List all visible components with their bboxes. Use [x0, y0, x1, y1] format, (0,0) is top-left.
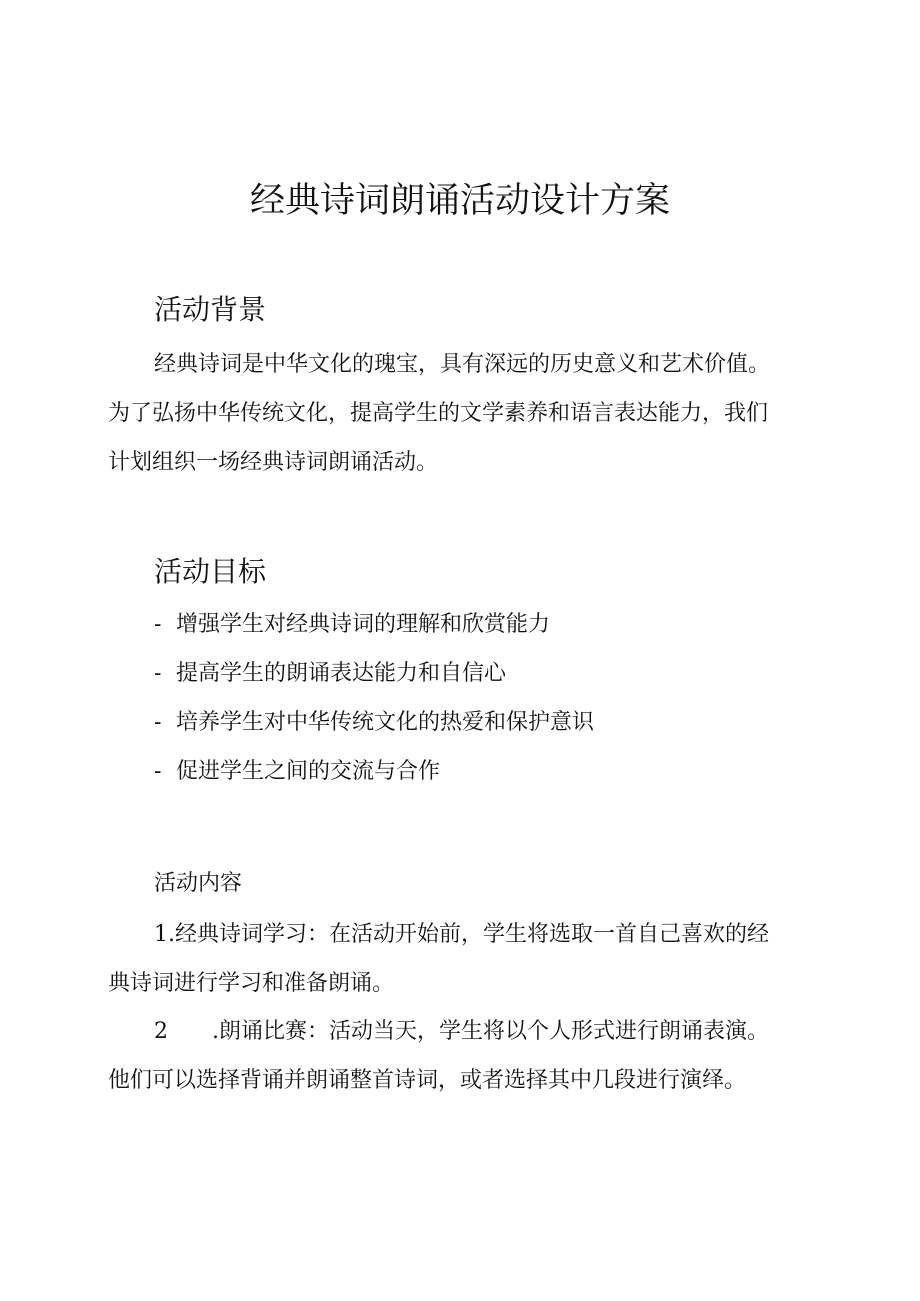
section-heading-background: 活动背景: [154, 293, 267, 326]
content-item-1: [108, 910, 808, 1008]
background-line-3: 计划组织一场经典诗词朗诵活动。: [108, 450, 439, 475]
list-item: [154, 747, 594, 796]
document-title: 经典诗词朗诵活动设计方案: [249, 181, 670, 221]
content-item-2-line-2: 他们可以选择背诵并朗诵整首诗词，或者选择其中几段进行演绎。: [108, 1068, 747, 1093]
goal-text: 培养学生对中华传统文化的热爱和保护意识: [176, 710, 595, 735]
goal-text: 提高学生的朗诵表达能力和自信心: [176, 661, 507, 686]
dash-bullet-icon: -: [154, 661, 162, 686]
dash-bullet-icon: -: [154, 710, 162, 735]
background-line-2: 为了弘扬中华传统文化，提高学生的文学素养和语言表达能力，我们: [108, 401, 769, 426]
content-item-2-number: 2: [154, 1019, 168, 1044]
goal-text: 增强学生对经典诗词的理解和欣赏能力: [176, 612, 551, 637]
section-heading-goals: 活动目标: [154, 555, 267, 588]
content-item-1-line-1: 经典诗词学习：在活动开始前，学生将选取一首自己喜欢的经: [175, 922, 770, 947]
content-item-1-line-2: 典诗词进行学习和准备朗诵。: [108, 971, 395, 996]
list-item: [154, 649, 594, 698]
goal-list: [154, 600, 594, 796]
content-item-1-number: 1.: [154, 922, 175, 947]
background-line-1: 经典诗词是中华文化的瑰宝，具有深远的历史意义和艺术价值。: [154, 352, 771, 377]
list-item: [154, 600, 594, 649]
content-item-2: [108, 1007, 808, 1105]
background-paragraph: [108, 340, 808, 487]
dash-bullet-icon: -: [154, 759, 162, 784]
dash-bullet-icon: -: [154, 612, 162, 637]
goal-text: 促进学生之间的交流与合作: [176, 759, 441, 784]
list-item: [154, 698, 594, 747]
section-heading-content: 活动内容: [154, 871, 243, 896]
content-item-2-line-1: .朗诵比赛：活动当天，学生将以个人形式进行朗诵表演。: [212, 1019, 769, 1044]
